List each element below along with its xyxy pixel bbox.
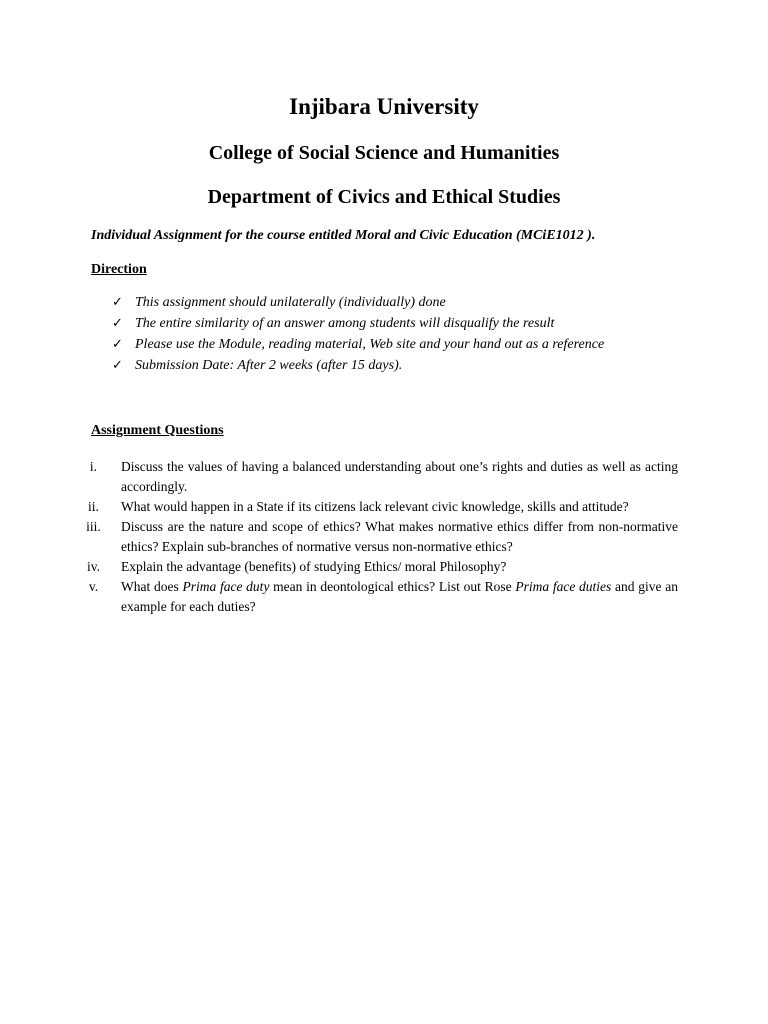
direction-item — [112, 315, 604, 336]
question-text-part: and give an example for each duties? — [121, 579, 678, 614]
question-text-part: Explain the advantage (benefits) of studying Ethics/ moral Philosophy? — [121, 559, 507, 574]
question-text — [121, 557, 678, 577]
question-text-italic-part: Prima face duty — [182, 579, 270, 594]
direction-item — [112, 357, 604, 378]
question-list — [80, 457, 678, 617]
assignment-questions-heading: Assignment Questions — [91, 423, 224, 438]
university-title: Injibara University — [289, 94, 479, 119]
department-title: Department of Civics and Ethical Studies — [207, 186, 561, 208]
question-text-part: mean in deontological ethics? List out Rose — [269, 579, 516, 594]
question-text-part: What would happen in a State if its citizens lack relevant civic knowledge, skills and attitude? — [121, 499, 629, 514]
checkmark-icon: ✓ — [112, 336, 123, 351]
question-text — [121, 577, 678, 617]
question-text-part: Discuss are the nature and scope of ethics? What makes normative ethics differ from non-normative ethics? Explain sub-branches of normative versus non-normative ethics? — [121, 519, 678, 554]
assignment-course-line: Individual Assignment for the course entitled Moral and Civic Education (MCiE1012 ). — [91, 228, 596, 243]
direction-heading: Direction — [91, 262, 147, 277]
question-numeral: iv. — [87, 559, 100, 574]
question-numeral: iii. — [86, 519, 101, 534]
question-text — [121, 517, 678, 557]
question-item — [80, 557, 678, 577]
direction-item-text: This assignment should unilaterally (individually) done — [135, 295, 446, 310]
checkmark-icon: ✓ — [112, 357, 123, 372]
question-item — [80, 517, 678, 557]
question-item — [80, 497, 678, 517]
checkmark-icon: ✓ — [112, 315, 123, 330]
question-text-italic-part: Prima face duties — [515, 579, 612, 594]
question-item — [80, 577, 678, 617]
direction-item-text: The entire similarity of an answer among students will disqualify the result — [135, 316, 555, 331]
question-text-part: Discuss the values of having a balanced understanding about one’s rights and duties as well as acting accordingly. — [121, 459, 678, 494]
college-title: College of Social Science and Humanities — [208, 142, 560, 164]
direction-list — [112, 294, 604, 378]
question-numeral: ii. — [88, 499, 99, 514]
direction-item-text: Please use the Module, reading material, Web site and your hand out as a reference — [135, 337, 605, 352]
direction-item-text: Submission Date: After 2 weeks (after 15 days). — [135, 358, 403, 373]
question-item — [80, 457, 678, 497]
direction-item — [112, 336, 604, 357]
question-numeral: v. — [88, 579, 99, 594]
question-text — [121, 497, 678, 517]
question-text — [121, 457, 678, 497]
question-numeral: i. — [89, 459, 98, 474]
checkmark-icon: ✓ — [112, 294, 123, 309]
direction-item — [112, 294, 604, 315]
question-text-part: What does — [121, 579, 183, 594]
